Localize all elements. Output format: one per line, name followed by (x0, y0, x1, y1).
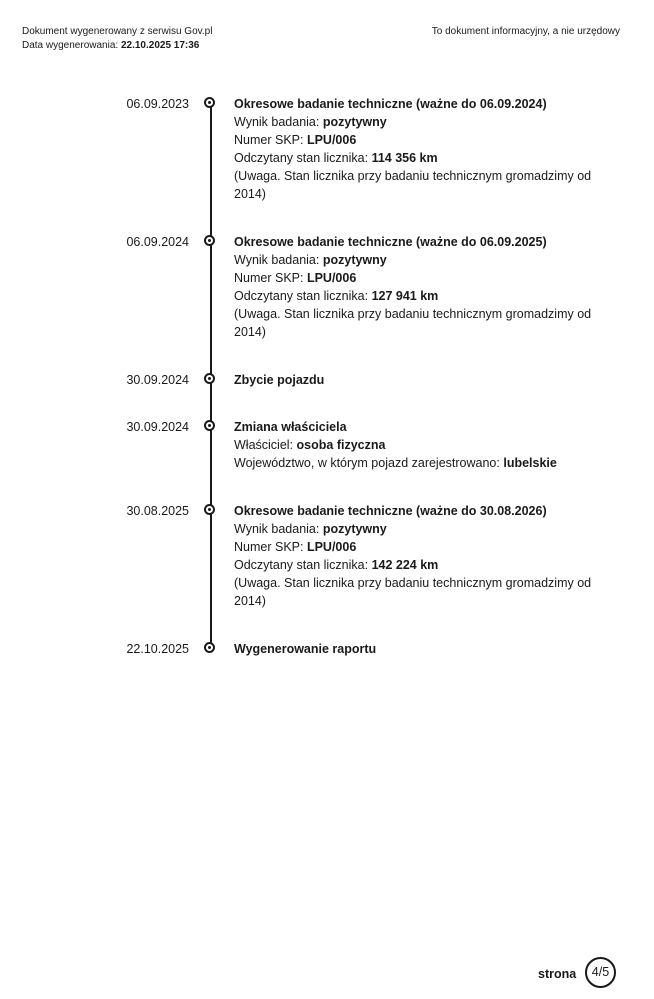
skp-value: LPU/006 (306, 133, 357, 147)
entry-content (234, 418, 604, 472)
odometer-note: (Uwaga. Stan licznika przy badaniu technicznym gromadzimy od 2014) (234, 307, 592, 339)
skp-number (234, 269, 604, 287)
result-value: pozytywny (322, 522, 387, 536)
skp-label: Numer SKP: (234, 540, 304, 554)
generated-date-label: Data wygenerowania: (22, 40, 119, 51)
entry-title: Zbycie pojazdu (234, 373, 325, 387)
entry-date: 06.09.2023 (126, 97, 189, 111)
entry-date: 30.09.2024 (126, 373, 189, 387)
inspection-result (234, 520, 604, 538)
result-label: Wynik badania: (234, 253, 320, 267)
odometer-value: 142 224 km (371, 558, 439, 572)
odometer-value: 127 941 km (371, 289, 439, 303)
entry-title: Okresowe badanie techniczne (ważne do 06.09.2024) (234, 97, 547, 111)
timeline-dot-icon (204, 504, 215, 515)
odometer-label: Odczytany stan licznika: (234, 151, 369, 165)
timeline-dot-icon (204, 420, 215, 431)
skp-value: LPU/006 (306, 271, 357, 285)
odometer-note: (Uwaga. Stan licznika przy badaniu technicznym gromadzimy od 2014) (234, 169, 592, 201)
entry-date: 22.10.2025 (126, 642, 189, 656)
timeline-dot-icon (204, 642, 215, 653)
entry-content (234, 233, 604, 341)
result-label: Wynik badania: (234, 522, 320, 536)
entry-date: 30.09.2024 (126, 420, 189, 434)
entry-title: Wygenerowanie raportu (234, 642, 377, 656)
entry-title: Okresowe badanie techniczne (ważne do 30.08.2026) (234, 504, 547, 518)
odometer-label: Odczytany stan licznika: (234, 289, 369, 303)
entry-content (234, 502, 604, 610)
result-value: pozytywny (322, 115, 387, 129)
entry-date: 06.09.2024 (126, 235, 189, 249)
voivodeship-value: lubelskie (503, 456, 557, 470)
entry-date: 30.08.2025 (126, 504, 189, 518)
result-value: pozytywny (322, 253, 387, 267)
timeline-dot-icon (204, 373, 215, 384)
owner-value: osoba fizyczna (296, 438, 386, 452)
inspection-result (234, 251, 604, 269)
odometer-value: 114 356 km (371, 151, 438, 165)
voivodeship (234, 454, 604, 472)
entry-content (234, 95, 604, 203)
result-label: Wynik badania: (234, 115, 320, 129)
entry-title: Okresowe badanie techniczne (ważne do 06.09.2025) (234, 235, 547, 249)
voivodeship-label: Województwo, w którym pojazd zarejestrowano: (234, 456, 500, 470)
owner (234, 436, 604, 454)
odometer-reading (234, 287, 604, 305)
entry-title: Zmiana właściciela (234, 420, 347, 434)
skp-value: LPU/006 (306, 540, 357, 554)
odometer-reading (234, 556, 604, 574)
entry-content (234, 640, 604, 658)
page-label: strona (538, 967, 577, 981)
timeline-dot-icon (204, 97, 215, 108)
inspection-result (234, 113, 604, 131)
skp-number (234, 538, 604, 556)
page-number-badge: 4/5 (585, 957, 616, 988)
generated-date-value: 22.10.2025 17:36 (120, 40, 200, 51)
source-text: Dokument wygenerowany z serwisu Gov.pl (22, 26, 213, 37)
skp-label: Numer SKP: (234, 271, 304, 285)
owner-label: Właściciel: (234, 438, 294, 452)
disclaimer: To dokument informacyjny, a nie urzędowy (431, 26, 620, 37)
odometer-reading (234, 149, 604, 167)
entry-content (234, 371, 604, 389)
skp-number (234, 131, 604, 149)
skp-label: Numer SKP: (234, 133, 304, 147)
timeline-dot-icon (204, 235, 215, 246)
odometer-label: Odczytany stan licznika: (234, 558, 369, 572)
odometer-note: (Uwaga. Stan licznika przy badaniu technicznym gromadzimy od 2014) (234, 576, 592, 608)
